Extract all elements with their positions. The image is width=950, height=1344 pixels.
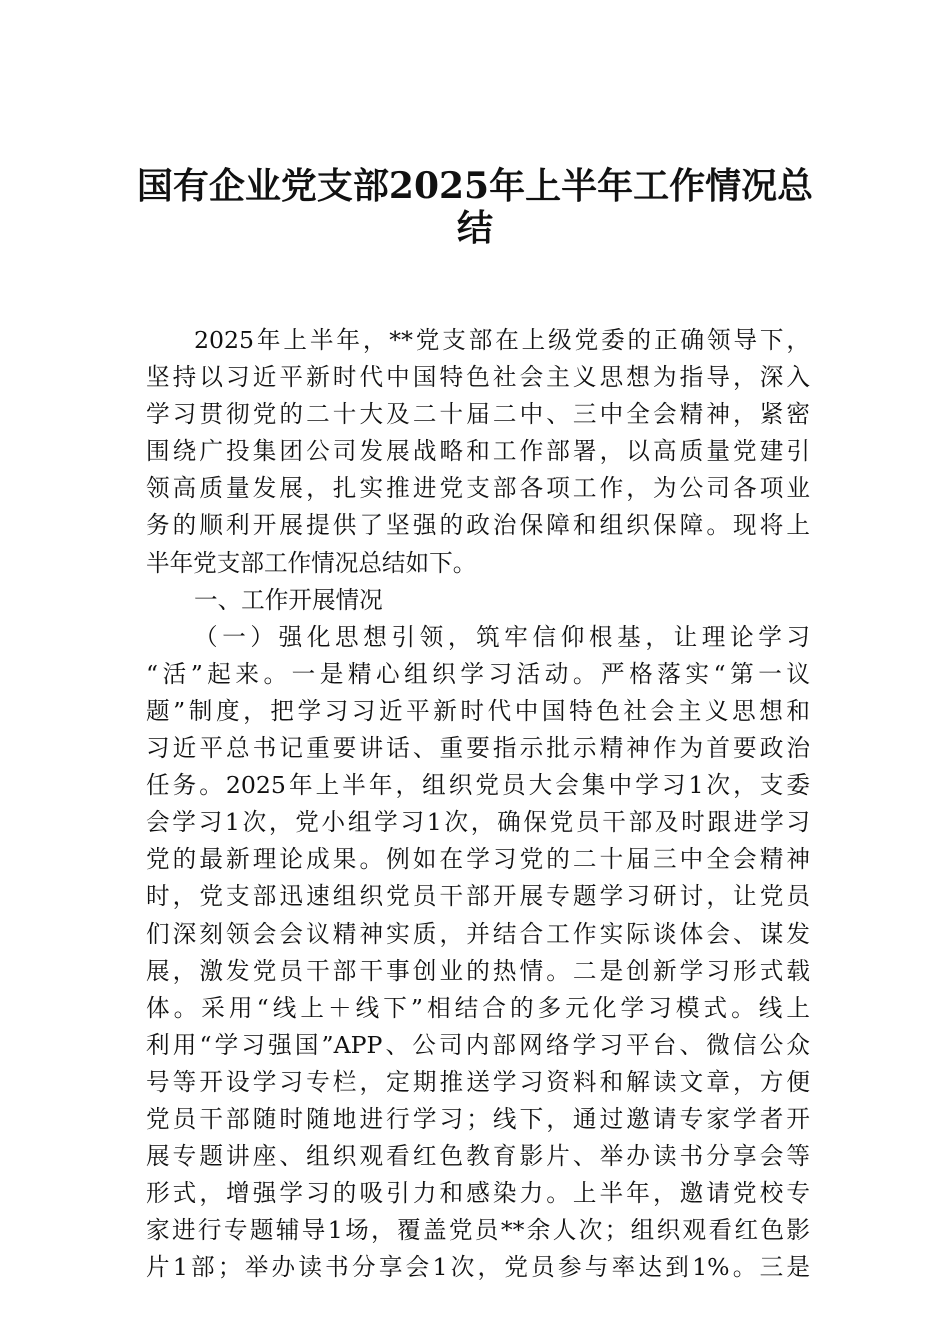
- section-heading: 一、工作开展情况: [194, 585, 383, 614]
- paragraph-line: 家进行专题辅导1场，覆盖党员**余人次；组织观看红色影: [146, 1216, 810, 1245]
- paragraph-line: 会学习1次，党小组学习1次，确保党员干部及时跟进学习: [146, 808, 810, 837]
- paragraph-line: 们深刻领会会议精神实质，并结合工作实际谈体会、谋发: [146, 919, 810, 948]
- paragraph-line: （一）强化思想引领，筑牢信仰根基，让理论学习: [194, 622, 810, 651]
- paragraph-line: 展专题讲座、组织观看红色教育影片、举办读书分享会等: [146, 1142, 810, 1171]
- paragraph-line: “活”起来。一是精心组织学习活动。严格落实“第一议: [146, 659, 810, 688]
- paragraph-line: 题”制度，把学习习近平新时代中国特色社会主义思想和: [146, 696, 810, 725]
- paragraph-line: 时，党支部迅速组织党员干部开展专题学习研讨，让党员: [146, 882, 810, 911]
- document-body: [146, 322, 810, 1286]
- paragraph-line: 号等开设学习专栏，定期推送学习资料和解读文章，方便: [146, 1067, 810, 1096]
- paragraph-line: 党的最新理论成果。例如在学习党的二十届三中全会精神: [146, 845, 810, 874]
- paragraph-line: 党员干部随时随地进行学习；线下，通过邀请专家学者开: [146, 1104, 810, 1133]
- document-title-line-1: 国有企业党支部2025年上半年工作情况总: [136, 165, 814, 207]
- paragraph-line: 坚持以习近平新时代中国特色社会主义思想为指导，深入: [146, 363, 810, 392]
- paragraph-line: 展，激发党员干部干事创业的热情。二是创新学习形式载: [146, 956, 810, 985]
- paragraph-line: 学习贯彻党的二十大及二十届二中、三中全会精神，紧密: [146, 400, 810, 429]
- paragraph-line: 领高质量发展，扎实推进党支部各项工作，为公司各项业: [146, 474, 810, 503]
- paragraph-line: 片1部；举办读书分享会1次，党员参与率达到1%。三是: [146, 1253, 810, 1282]
- paragraph-line: 围绕广投集团公司发展战略和工作部署，以高质量党建引: [146, 437, 810, 466]
- paragraph-line: 半年党支部工作情况总结如下。: [146, 548, 477, 577]
- paragraph-line: 2025年上半年，**党支部在上级党委的正确领导下，: [194, 326, 810, 354]
- paragraph-line: 利用“学习强国”APP、公司内部网络学习平台、微信公众: [146, 1030, 810, 1059]
- paragraph-line: 形式，增强学习的吸引力和感染力。上半年，邀请党校专: [146, 1179, 810, 1208]
- document-title-line-2: 结: [456, 207, 493, 249]
- paragraph-line: 务的顺利开展提供了坚强的政治保障和组织保障。现将上: [146, 511, 810, 540]
- paragraph-line: 体。采用“线上＋线下”相结合的多元化学习模式。线上: [146, 993, 810, 1022]
- paragraph-line: 任务。2025年上半年，组织党员大会集中学习1次，支委: [146, 771, 810, 800]
- paragraph-line: 习近平总书记重要讲话、重要指示批示精神作为首要政治: [146, 734, 810, 763]
